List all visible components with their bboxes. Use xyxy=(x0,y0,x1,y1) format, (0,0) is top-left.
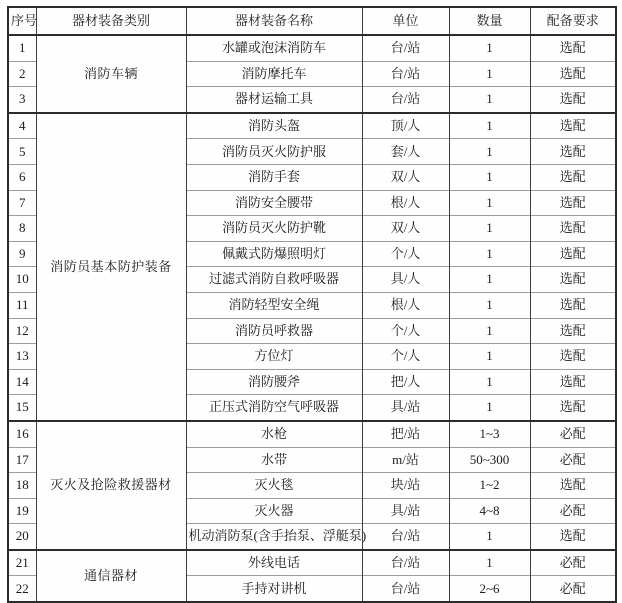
unit-cell: 台/站 xyxy=(362,576,449,602)
requirement-cell: 选配 xyxy=(530,292,616,318)
unit-cell: 把/人 xyxy=(362,369,449,395)
unit-cell: 台/站 xyxy=(362,35,449,61)
requirement-cell: 选配 xyxy=(530,87,616,113)
unit-cell: 顶/人 xyxy=(362,113,449,139)
quantity-cell: 4~8 xyxy=(449,498,530,524)
quantity-cell: 1 xyxy=(449,267,530,293)
category-cell: 消防员基本防护装备 xyxy=(36,113,186,421)
equipment-name-cell: 器材运输工具 xyxy=(186,87,362,113)
requirement-cell: 选配 xyxy=(530,216,616,242)
quantity-cell: 1 xyxy=(449,318,530,344)
row-number-cell: 13 xyxy=(8,344,36,370)
requirement-cell: 选配 xyxy=(530,369,616,395)
requirement-cell: 必配 xyxy=(530,550,616,576)
unit-cell: 套/人 xyxy=(362,139,449,165)
category-cell: 通信器材 xyxy=(36,550,186,602)
requirement-cell: 选配 xyxy=(530,35,616,61)
table-row xyxy=(8,35,616,61)
header-cell-name: 器材装备名称 xyxy=(186,7,362,35)
table-header xyxy=(8,7,616,35)
quantity-cell: 1 xyxy=(449,139,530,165)
unit-cell: 台/站 xyxy=(362,87,449,113)
quantity-cell: 1 xyxy=(449,344,530,370)
row-number-cell: 5 xyxy=(8,139,36,165)
requirement-cell: 选配 xyxy=(530,267,616,293)
table-row xyxy=(8,113,616,139)
unit-cell: 具/站 xyxy=(362,395,449,421)
equipment-name-cell: 消防员灭火防护服 xyxy=(186,139,362,165)
quantity-cell: 1 xyxy=(449,164,530,190)
requirement-cell: 必配 xyxy=(530,576,616,602)
row-number-cell: 20 xyxy=(8,524,36,550)
row-number-cell: 14 xyxy=(8,369,36,395)
quantity-cell: 1 xyxy=(449,35,530,61)
quantity-cell: 2~6 xyxy=(449,576,530,602)
category-cell: 灭火及抢险救援器材 xyxy=(36,421,186,550)
unit-cell: 台/站 xyxy=(362,550,449,576)
requirement-cell: 选配 xyxy=(530,524,616,550)
row-number-cell: 8 xyxy=(8,216,36,242)
equipment-name-cell: 水带 xyxy=(186,447,362,473)
requirement-cell: 选配 xyxy=(530,139,616,165)
equipment-name-cell: 水枪 xyxy=(186,421,362,447)
equipment-name-cell: 外线电话 xyxy=(186,550,362,576)
unit-cell: 个/人 xyxy=(362,344,449,370)
header-row xyxy=(8,7,616,35)
equipment-name-cell: 过滤式消防自救呼吸器 xyxy=(186,267,362,293)
equipment-name-cell: 灭火毯 xyxy=(186,473,362,499)
equipment-name-cell: 消防员灭火防护靴 xyxy=(186,216,362,242)
quantity-cell: 1 xyxy=(449,369,530,395)
equipment-name-cell: 水罐或泡沫消防车 xyxy=(186,35,362,61)
unit-cell: 块/站 xyxy=(362,473,449,499)
quantity-cell: 1 xyxy=(449,216,530,242)
row-number-cell: 22 xyxy=(8,576,36,602)
row-number-cell: 21 xyxy=(8,550,36,576)
quantity-cell: 1~2 xyxy=(449,473,530,499)
quantity-cell: 1 xyxy=(449,87,530,113)
quantity-cell: 1 xyxy=(449,113,530,139)
equipment-name-cell: 机动消防泵(含手抬泵、浮艇泵) xyxy=(186,524,362,550)
quantity-cell: 1~3 xyxy=(449,421,530,447)
requirement-cell: 选配 xyxy=(530,61,616,87)
quantity-cell: 1 xyxy=(449,292,530,318)
requirement-cell: 选配 xyxy=(530,344,616,370)
requirement-cell: 必配 xyxy=(530,421,616,447)
unit-cell: 双/人 xyxy=(362,164,449,190)
category-cell: 消防车辆 xyxy=(36,35,186,113)
quantity-cell: 1 xyxy=(449,550,530,576)
row-number-cell: 9 xyxy=(8,241,36,267)
unit-cell: m/站 xyxy=(362,447,449,473)
requirement-cell: 选配 xyxy=(530,164,616,190)
unit-cell: 把/站 xyxy=(362,421,449,447)
row-number-cell: 3 xyxy=(8,87,36,113)
equipment-name-cell: 佩戴式防爆照明灯 xyxy=(186,241,362,267)
equipment-name-cell: 正压式消防空气呼吸器 xyxy=(186,395,362,421)
equipment-name-cell: 方位灯 xyxy=(186,344,362,370)
header-cell-category: 器材装备类别 xyxy=(36,7,186,35)
equipment-name-cell: 消防摩托车 xyxy=(186,61,362,87)
table-row xyxy=(8,550,616,576)
row-number-cell: 1 xyxy=(8,35,36,61)
quantity-cell: 1 xyxy=(449,524,530,550)
requirement-cell: 选配 xyxy=(530,113,616,139)
row-number-cell: 10 xyxy=(8,267,36,293)
row-number-cell: 18 xyxy=(8,473,36,499)
requirement-cell: 选配 xyxy=(530,318,616,344)
unit-cell: 具/人 xyxy=(362,267,449,293)
header-cell-req: 配备要求 xyxy=(530,7,616,35)
unit-cell: 台/站 xyxy=(362,524,449,550)
equipment-name-cell: 消防腰斧 xyxy=(186,369,362,395)
equipment-name-cell: 灭火器 xyxy=(186,498,362,524)
unit-cell: 根/人 xyxy=(362,292,449,318)
equipment-name-cell: 消防手套 xyxy=(186,164,362,190)
unit-cell: 具/站 xyxy=(362,498,449,524)
unit-cell: 根/人 xyxy=(362,190,449,216)
equipment-name-cell: 消防员呼救器 xyxy=(186,318,362,344)
requirement-cell: 选配 xyxy=(530,190,616,216)
header-cell-no: 序号 xyxy=(8,7,36,35)
row-number-cell: 11 xyxy=(8,292,36,318)
unit-cell: 台/站 xyxy=(362,61,449,87)
row-number-cell: 6 xyxy=(8,164,36,190)
quantity-cell: 50~300 xyxy=(449,447,530,473)
table-row xyxy=(8,421,616,447)
row-number-cell: 19 xyxy=(8,498,36,524)
header-cell-unit: 单位 xyxy=(362,7,449,35)
requirement-cell: 必配 xyxy=(530,498,616,524)
equipment-name-cell: 消防安全腰带 xyxy=(186,190,362,216)
requirement-cell: 选配 xyxy=(530,473,616,499)
row-number-cell: 12 xyxy=(8,318,36,344)
equipment-table xyxy=(7,6,617,603)
row-number-cell: 4 xyxy=(8,113,36,139)
quantity-cell: 1 xyxy=(449,241,530,267)
quantity-cell: 1 xyxy=(449,190,530,216)
unit-cell: 个/人 xyxy=(362,318,449,344)
equipment-name-cell: 手持对讲机 xyxy=(186,576,362,602)
header-cell-qty: 数量 xyxy=(449,7,530,35)
unit-cell: 双/人 xyxy=(362,216,449,242)
row-number-cell: 7 xyxy=(8,190,36,216)
row-number-cell: 16 xyxy=(8,421,36,447)
unit-cell: 个/人 xyxy=(362,241,449,267)
quantity-cell: 1 xyxy=(449,61,530,87)
table-body xyxy=(8,35,616,602)
equipment-name-cell: 消防轻型安全绳 xyxy=(186,292,362,318)
requirement-cell: 选配 xyxy=(530,395,616,421)
requirement-cell: 选配 xyxy=(530,241,616,267)
row-number-cell: 17 xyxy=(8,447,36,473)
requirement-cell: 必配 xyxy=(530,447,616,473)
row-number-cell: 15 xyxy=(8,395,36,421)
row-number-cell: 2 xyxy=(8,61,36,87)
equipment-name-cell: 消防头盔 xyxy=(186,113,362,139)
quantity-cell: 1 xyxy=(449,395,530,421)
